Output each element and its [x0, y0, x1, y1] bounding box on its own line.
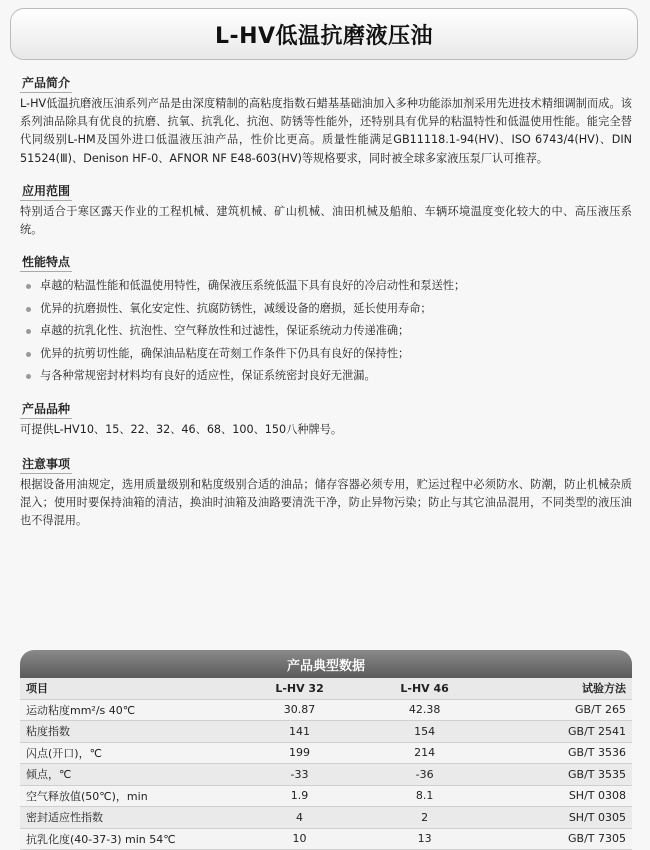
feature-text: 优异的抗磨损性、氧化安定性、抗腐防锈性，减缓设备的磨损，延长使用寿命； [40, 301, 432, 315]
list-item [20, 298, 632, 321]
table-cell: 154 [362, 721, 487, 743]
features-list [20, 275, 632, 388]
table-row [20, 807, 632, 829]
table-cell: 运动粘度mm²/s 40℃ [20, 699, 237, 721]
column-header: 项目 [20, 678, 237, 699]
table-cell: 199 [237, 742, 362, 764]
table-row [20, 785, 632, 807]
feature-text: 与各种常规密封材料均有良好的适应性，保证系统密封良好无泄漏。 [40, 369, 376, 383]
table-cell: -33 [237, 764, 362, 786]
bullet-dot-icon [26, 352, 31, 357]
section-features [20, 247, 632, 388]
table-cell: 1.9 [237, 785, 362, 807]
table-cell: 8.1 [362, 785, 487, 807]
feature-text: 优异的抗剪切性能，确保油品粘度在苛刻工作条件下仍具有良好的保持性； [40, 346, 410, 360]
table-cell: 42.38 [362, 699, 487, 721]
document-body [20, 68, 632, 531]
notes-text: 根据设备用油规定，选用质量级别和粘度级别合适的油品；储存容器必须专用，贮运过程中必须防水、防潮，防止机械杂质混入；使用时要保持油箱的清洁，换油时油箱及油路要清洗干净，防止异物污染；防止与其它油品混用，不同类型的液压油也不得混用。 [20, 477, 632, 528]
page-title: L-HV低温抗磨液压油 [214, 23, 434, 49]
table-cell: 30.87 [237, 699, 362, 721]
bullet-dot-icon [26, 374, 31, 379]
section-intro [20, 68, 632, 168]
application-text: 特别适合于寒区露天作业的工程机械、建筑机械、矿山机械、油田机械及船舶、车辆环境温度变化较大的中、高压液压系统。 [20, 204, 632, 237]
table-row [20, 721, 632, 743]
section-heading-notes: 注意事项 [20, 455, 72, 474]
table-row [20, 828, 632, 850]
table-cell: 倾点，℃ [20, 764, 237, 786]
table-cell: 抗乳化度(40-37-3) min 54℃ [20, 828, 237, 850]
intro-text: L-HV低温抗磨液压油系列产品是由深度精制的高粘度指数石蜡基基础油加入多种功能添加剂采用先进技术精细调制而成。该系列油品除具有优良的抗磨、抗氧、抗乳化、抗泡、防锈等性能外，还特别具有优异的粘温特性和低温使用性能。能完全替代同级别L-HM及国外进口低温液压油产品，性价比更高。质量性能满足GB11118.1-94(HV)、ISO 6743/4(HV)、DIN 51524(Ⅲ)、Denison HF-0、AFNOR NF E48-603(HV)等规格要求，同时被全球多家液压泵厂认可推荐。 [20, 97, 632, 165]
list-item [20, 320, 632, 343]
table-cell: GB/T 3536 [487, 742, 632, 764]
table-cell: 141 [237, 721, 362, 743]
table-row [20, 742, 632, 764]
table-cell: 10 [237, 828, 362, 850]
table-cell: SH/T 0308 [487, 785, 632, 807]
bullet-dot-icon [26, 329, 31, 334]
table-cell: 粘度指数 [20, 721, 237, 743]
bullet-dot-icon [26, 284, 31, 289]
table-title: 产品典型数据 [20, 650, 632, 678]
feature-text: 卓越的粘温性能和低温使用特性，确保液压系统低温下具有良好的冷启动性和泵送性； [40, 279, 466, 293]
section-grades [20, 394, 632, 439]
section-notes [20, 449, 632, 531]
section-heading-grades: 产品品种 [20, 400, 72, 419]
list-item [20, 275, 632, 298]
feature-text: 卓越的抗乳化性、抗泡性、空气释放性和过滤性，保证系统动力传递准确； [40, 324, 410, 338]
grades-text: 可提供L-HV10、15、22、32、46、68、100、150八种牌号。 [20, 422, 343, 436]
data-table [20, 678, 632, 850]
table-cell: GB/T 2541 [487, 721, 632, 743]
table-cell: -36 [362, 764, 487, 786]
section-application [20, 176, 632, 239]
bullet-dot-icon [26, 307, 31, 312]
table-cell: SH/T 0305 [487, 807, 632, 829]
column-header: 试验方法 [487, 678, 632, 699]
table-cell: GB/T 7305 [487, 828, 632, 850]
section-heading-application: 应用范围 [20, 182, 72, 201]
table-cell: 空气释放值(50℃)，min [20, 785, 237, 807]
table-cell: 13 [362, 828, 487, 850]
list-item [20, 343, 632, 366]
table-cell: 4 [237, 807, 362, 829]
section-heading-intro: 产品简介 [20, 74, 72, 93]
column-header: L-HV 32 [237, 678, 362, 699]
table-row [20, 699, 632, 721]
table-row [20, 764, 632, 786]
table-cell: GB/T 3535 [487, 764, 632, 786]
table-cell: 2 [362, 807, 487, 829]
list-item [20, 365, 632, 388]
section-heading-features: 性能特点 [20, 253, 72, 272]
table-cell: 闪点(开口)，℃ [20, 742, 237, 764]
table-header-row [20, 678, 632, 699]
title-banner [10, 8, 638, 60]
table-cell: GB/T 265 [487, 699, 632, 721]
table-cell: 214 [362, 742, 487, 764]
typical-data-table [20, 650, 632, 850]
table-cell: 密封适应性指数 [20, 807, 237, 829]
column-header: L-HV 46 [362, 678, 487, 699]
